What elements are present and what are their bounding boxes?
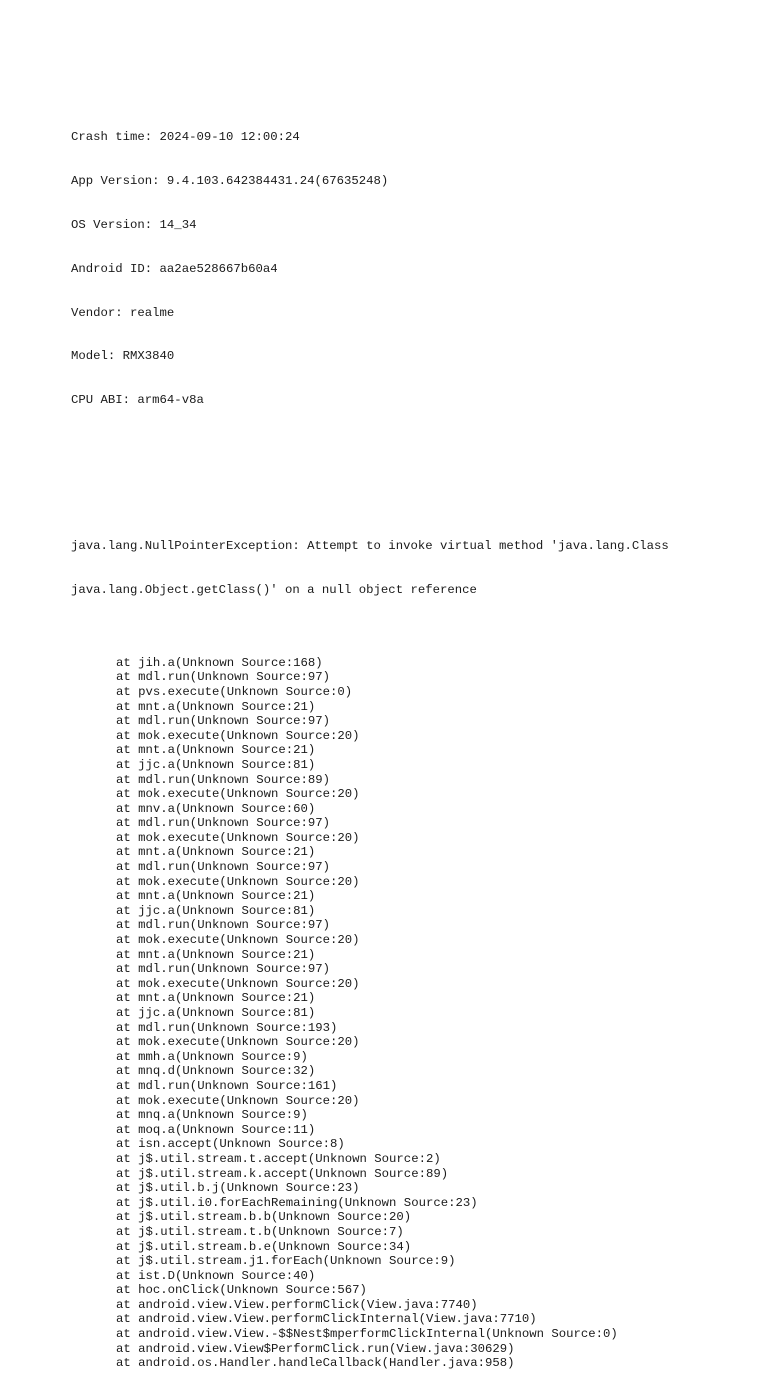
frame-location: mdl.run(Unknown Source:97) [138, 918, 331, 933]
app-version: App Version: 9.4.103.642384431.24(67635248) [71, 174, 389, 189]
frame-location: jjc.a(Unknown Source:81) [138, 903, 316, 918]
frame-prefix: at [116, 1093, 131, 1108]
frame-prefix: at [116, 1108, 131, 1123]
frame-prefix: at [116, 991, 131, 1006]
stack-frame [71, 1123, 761, 1138]
stack-frame [71, 845, 761, 860]
stack-frame [71, 933, 761, 948]
frame-prefix: at [116, 962, 131, 977]
stack-frame [71, 1356, 761, 1371]
stack-frame [71, 1167, 761, 1182]
frame-prefix: at [116, 1137, 131, 1152]
stack-frame [71, 802, 761, 817]
frame-prefix: at [116, 1181, 131, 1196]
frame-location: mnt.a(Unknown Source:21) [138, 947, 316, 962]
stack-frame [71, 1254, 761, 1269]
frame-location: ist.D(Unknown Source:40) [138, 1268, 316, 1283]
frame-location: hoc.onClick(Unknown Source:567) [138, 1283, 367, 1298]
frame-prefix: at [116, 1195, 131, 1210]
stack-frame [71, 773, 761, 788]
frame-location: mnv.a(Unknown Source:60) [138, 801, 316, 816]
frame-prefix: at [116, 1035, 131, 1050]
blank-line [71, 466, 761, 481]
stack-frame [71, 816, 761, 831]
frame-prefix: at [116, 933, 131, 948]
frame-location: jih.a(Unknown Source:168) [138, 655, 323, 670]
stack-frame [71, 1050, 761, 1065]
frame-location: j$.util.i0.forEachRemaining(Unknown Source:23) [138, 1195, 478, 1210]
stack-frame [71, 685, 761, 700]
stack-frame [71, 1283, 761, 1298]
stack-frame [71, 1327, 761, 1342]
stack-frame [71, 1225, 761, 1240]
stack-frame [71, 758, 761, 773]
frame-location: mdl.run(Unknown Source:97) [138, 860, 331, 875]
frame-location: android.view.View.performClickInternal(View.java:7710) [138, 1312, 537, 1327]
stack-frame [71, 1006, 761, 1021]
cpu-abi: CPU ABI: arm64-v8a [71, 393, 204, 408]
frame-location: android.view.View.-$$Nest$mperformClickInternal(Unknown Source:0) [138, 1327, 618, 1342]
frame-location: mnt.a(Unknown Source:21) [138, 991, 316, 1006]
frame-prefix: at [116, 743, 131, 758]
frame-location: mok.execute(Unknown Source:20) [138, 1035, 360, 1050]
frame-location: mok.execute(Unknown Source:20) [138, 874, 360, 889]
frame-prefix: at [116, 1239, 131, 1254]
frame-location: mok.execute(Unknown Source:20) [138, 787, 360, 802]
frame-location: mok.execute(Unknown Source:20) [138, 933, 360, 948]
vendor: Vendor: realme [71, 305, 175, 320]
stack-frame [71, 656, 761, 671]
stack-frame [71, 860, 761, 875]
frame-location: mok.execute(Unknown Source:20) [138, 976, 360, 991]
frame-prefix: at [116, 1049, 131, 1064]
stack-frame [71, 889, 761, 904]
stack-frame [71, 831, 761, 846]
exception-line: java.lang.Object.getClass()' on a null object reference [71, 582, 477, 597]
crash-log-document [71, 72, 761, 1385]
frame-prefix: at [116, 801, 131, 816]
frame-prefix: at [116, 772, 131, 787]
stack-frame [71, 1312, 761, 1327]
model: Model: RMX3840 [71, 349, 175, 364]
frame-location: mdl.run(Unknown Source:97) [138, 816, 331, 831]
stack-frame [71, 1021, 761, 1036]
stack-frame [71, 1240, 761, 1255]
stack-frame [71, 787, 761, 802]
stack-frame [71, 1152, 761, 1167]
frame-prefix: at [116, 670, 131, 685]
frame-prefix: at [116, 947, 131, 962]
stack-frame [71, 743, 761, 758]
stack-frame [71, 918, 761, 933]
frame-prefix: at [116, 787, 131, 802]
frame-location: mdl.run(Unknown Source:97) [138, 714, 331, 729]
frame-prefix: at [116, 830, 131, 845]
exception-line: java.lang.NullPointerException: Attempt to invoke virtual method 'java.lang.Class [71, 539, 669, 553]
frame-location: mnt.a(Unknown Source:21) [138, 743, 316, 758]
frame-prefix: at [116, 1210, 131, 1225]
stack-trace [71, 656, 761, 1371]
stack-frame [71, 700, 761, 715]
stack-frame [71, 714, 761, 729]
frame-prefix: at [116, 1122, 131, 1137]
stack-frame [71, 1181, 761, 1196]
stack-frame [71, 1079, 761, 1094]
frame-prefix: at [116, 757, 131, 772]
frame-location: mnq.a(Unknown Source:9) [138, 1108, 308, 1123]
stack-frame [71, 962, 761, 977]
frame-prefix: at [116, 1341, 131, 1356]
frame-location: mmh.a(Unknown Source:9) [138, 1049, 308, 1064]
frame-prefix: at [116, 684, 131, 699]
stack-frame [71, 1298, 761, 1313]
stack-frame [71, 1094, 761, 1109]
frame-location: android.os.Handler.handleCallback(Handler.java:958) [138, 1356, 515, 1371]
frame-location: mdl.run(Unknown Source:161) [138, 1078, 338, 1093]
frame-prefix: at [116, 1078, 131, 1093]
frame-prefix: at [116, 714, 131, 729]
frame-prefix: at [116, 918, 131, 933]
stack-frame [71, 875, 761, 890]
frame-prefix: at [116, 1297, 131, 1312]
stack-frame [71, 1269, 761, 1284]
frame-location: j$.util.stream.b.e(Unknown Source:34) [138, 1239, 412, 1254]
frame-prefix: at [116, 1006, 131, 1020]
frame-location: moq.a(Unknown Source:11) [138, 1122, 316, 1137]
frame-location: j$.util.stream.t.accept(Unknown Source:2) [138, 1151, 441, 1166]
stack-frame [71, 1210, 761, 1225]
stack-frame [71, 977, 761, 992]
frame-prefix: at [116, 699, 131, 714]
frame-prefix: at [116, 655, 131, 670]
frame-prefix: at [116, 1224, 131, 1239]
frame-prefix: at [116, 1020, 131, 1035]
frame-prefix: at [116, 1064, 131, 1079]
stack-frame [71, 1035, 761, 1050]
frame-location: j$.util.stream.b.b(Unknown Source:20) [138, 1210, 412, 1225]
frame-prefix: at [116, 845, 131, 860]
frame-prefix: at [116, 728, 131, 743]
frame-prefix: at [116, 976, 131, 991]
exception-message [71, 510, 761, 627]
frame-location: isn.accept(Unknown Source:8) [138, 1137, 345, 1152]
android-id: Android ID: aa2ae528667b60a4 [71, 261, 278, 276]
frame-prefix: at [116, 1166, 131, 1181]
crash-time: Crash time: 2024-09-10 12:00:24 [71, 130, 300, 145]
frame-location: mok.execute(Unknown Source:20) [138, 1093, 360, 1108]
stack-frame [71, 729, 761, 744]
frame-location: mdl.run(Unknown Source:193) [138, 1020, 338, 1035]
frame-location: pvs.execute(Unknown Source:0) [138, 684, 353, 699]
stack-frame [71, 904, 761, 919]
frame-location: j$.util.stream.t.b(Unknown Source:7) [138, 1224, 404, 1239]
frame-location: mnt.a(Unknown Source:21) [138, 845, 316, 860]
frame-location: mdl.run(Unknown Source:97) [138, 670, 331, 685]
frame-location: mdl.run(Unknown Source:89) [138, 772, 331, 787]
stack-frame [71, 1342, 761, 1357]
stack-frame [71, 670, 761, 685]
stack-frame [71, 1108, 761, 1123]
frame-prefix: at [116, 860, 131, 875]
frame-prefix: at [116, 1312, 131, 1327]
frame-prefix: at [116, 1254, 131, 1269]
crash-header [71, 101, 761, 437]
stack-frame [71, 991, 761, 1006]
os-version: OS Version: 14_34 [71, 217, 197, 232]
frame-prefix: at [116, 889, 131, 904]
frame-prefix: at [116, 1283, 131, 1298]
frame-location: mnt.a(Unknown Source:21) [138, 699, 316, 714]
stack-frame [71, 1137, 761, 1152]
frame-prefix: at [116, 1327, 131, 1342]
frame-prefix: at [116, 1151, 131, 1166]
stack-frame [71, 1064, 761, 1079]
frame-location: android.view.View$PerformClick.run(View.java:30629) [138, 1341, 515, 1356]
frame-location: mok.execute(Unknown Source:20) [138, 728, 360, 743]
frame-prefix: at [116, 816, 131, 831]
frame-prefix: at [116, 874, 131, 889]
frame-prefix: at [116, 903, 131, 918]
stack-frame [71, 948, 761, 963]
frame-location: mnq.d(Unknown Source:32) [138, 1064, 316, 1079]
frame-location: mok.execute(Unknown Source:20) [138, 830, 360, 845]
frame-location: j$.util.stream.k.accept(Unknown Source:89) [138, 1166, 449, 1181]
stack-frame [71, 1196, 761, 1211]
frame-location: j$.util.stream.j1.forEach(Unknown Source:9) [138, 1254, 456, 1269]
frame-prefix: at [116, 1356, 131, 1371]
frame-location: android.view.View.performClick(View.java:7740) [138, 1297, 478, 1312]
frame-location: jjc.a(Unknown Source:81) [138, 757, 316, 772]
frame-location: mnt.a(Unknown Source:21) [138, 889, 316, 904]
frame-location: jjc.a(Unknown Source:81) [138, 1006, 316, 1020]
frame-location: j$.util.b.j(Unknown Source:23) [138, 1181, 360, 1196]
frame-prefix: at [116, 1268, 131, 1283]
frame-location: mdl.run(Unknown Source:97) [138, 962, 331, 977]
